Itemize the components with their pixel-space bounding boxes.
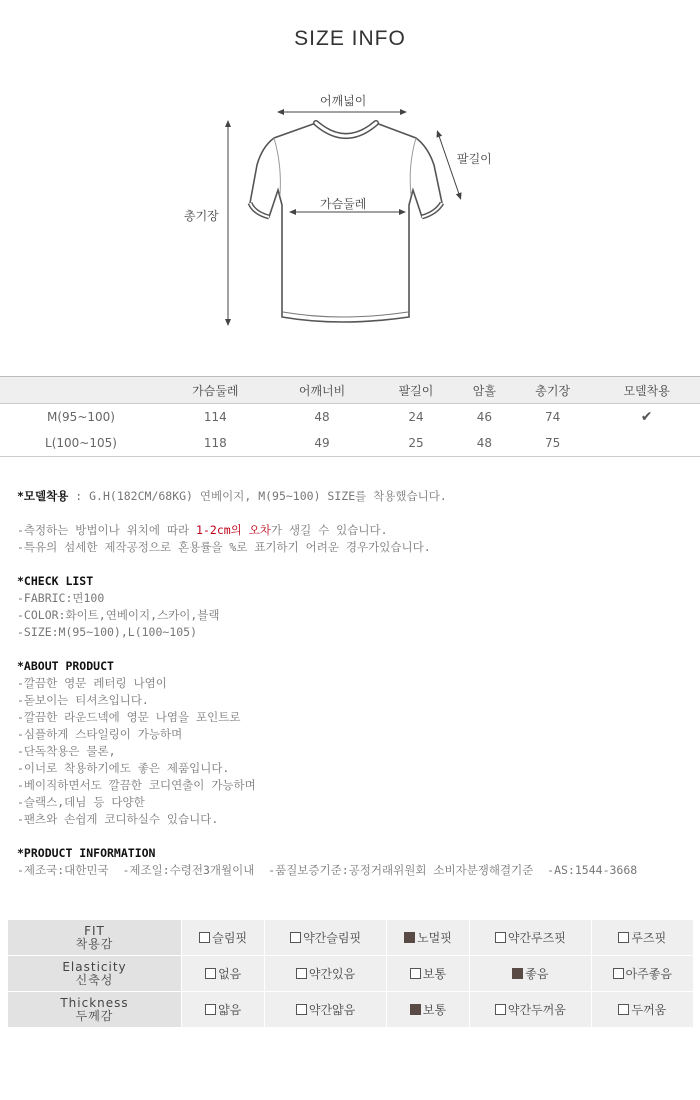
label-ko: 신축성	[75, 972, 114, 987]
product-notes	[17, 488, 687, 879]
list-item: -베이직하면서도 깔끔한 코디연출이 가능하며	[17, 778, 256, 792]
product-info-heading: *PRODUCT INFORMATION	[17, 846, 156, 860]
fit-option-label: 얇음	[218, 1003, 242, 1017]
list-item: -단독착용은 물론,	[17, 744, 116, 758]
checkbox-icon	[205, 968, 216, 979]
table-row	[0, 430, 700, 457]
header-cell: 가슴둘레	[162, 377, 269, 404]
checkbox-icon	[495, 1004, 506, 1015]
checkbox-icon	[495, 932, 506, 943]
fit-row-label	[8, 920, 182, 956]
fit-option-label: 노멀핏	[417, 931, 452, 945]
shoulder-label: 어깨넓이	[320, 94, 367, 108]
fit-row	[8, 992, 694, 1028]
sleeve-label: 팔길이	[457, 152, 492, 166]
checked-box-icon	[512, 968, 523, 979]
about-list	[17, 675, 687, 828]
length-label: 총기장	[184, 209, 219, 223]
list-item: -돋보이는 티셔츠입니다.	[17, 693, 149, 707]
list-item: -SIZE:M(95~100),L(100~105)	[17, 625, 198, 639]
fit-option-label: 두꺼움	[631, 1003, 667, 1017]
chest-cell: 118	[162, 430, 269, 457]
list-item: -COLOR:화이트,연베이지,스카이,블랙	[17, 608, 220, 622]
label-ko: 착용감	[75, 936, 114, 951]
label-en: Elasticity	[62, 959, 127, 974]
header-cell	[0, 377, 162, 404]
fit-option	[182, 920, 265, 956]
size-table-header	[0, 377, 700, 404]
list-item: -깔끔한 라운드넥에 영문 나염을 포인트로	[17, 710, 241, 724]
tshirt-diagram	[170, 85, 510, 335]
list-item: -깔끔한 영문 레터링 나염이	[17, 676, 167, 690]
fit-option	[470, 992, 591, 1028]
size-cell: M(95~100)	[47, 410, 115, 424]
fit-option-label: 약간있음	[308, 967, 356, 981]
model-check-icon: ✔	[640, 409, 653, 425]
chest-label: 가슴둘레	[320, 197, 367, 211]
measure-text-end: 가 생길 수 있습니다.	[270, 523, 388, 537]
check-list-heading: *CHECK LIST	[17, 574, 94, 588]
checkbox-icon	[296, 968, 307, 979]
shoulder-cell: 49	[269, 430, 376, 457]
model-text: : G.H(182CM/68KG) 연베이지, M(95~100) SIZE를 착용했습니다.	[68, 489, 447, 503]
page-title: SIZE INFO	[294, 27, 406, 50]
checkbox-icon	[290, 932, 301, 943]
fit-option-label: 루즈핏	[631, 931, 667, 945]
checkbox-icon	[205, 1004, 216, 1015]
label-ko: 두께감	[75, 1008, 114, 1023]
fit-option-label: 약간슬림핏	[303, 931, 362, 945]
list-item: -슬랙스,데님 등 다양한	[17, 795, 145, 809]
size-table	[0, 376, 700, 457]
length-cell: 75	[512, 430, 593, 457]
fit-row-label	[8, 992, 182, 1028]
checked-box-icon	[410, 1004, 421, 1015]
sleeve-cell: 24	[408, 410, 424, 424]
list-item: -심플하게 스타일링이 가능하며	[17, 727, 183, 741]
armhole-cell: 46	[476, 410, 492, 424]
fit-option	[591, 992, 693, 1028]
fit-option	[591, 920, 693, 956]
fit-option-label: 약간루즈핏	[507, 931, 566, 945]
model-heading: *모델착용	[17, 489, 69, 503]
fit-option-label: 약간두꺼움	[507, 1003, 566, 1017]
fit-option	[470, 956, 591, 992]
fit-option	[386, 920, 469, 956]
tolerance-text: 1-2cm의 오차	[196, 523, 271, 537]
header-cell: 암홀	[457, 377, 513, 404]
fit-option	[182, 956, 265, 992]
header-cell: 총기장	[512, 377, 593, 404]
fit-option	[386, 956, 469, 992]
header-cell: 팔길이	[375, 377, 456, 404]
checkbox-icon	[296, 1004, 307, 1015]
fit-option-label: 보통	[422, 1003, 447, 1017]
fit-option	[591, 956, 693, 992]
fit-option	[265, 992, 386, 1028]
about-product-heading: *ABOUT PRODUCT	[17, 659, 114, 673]
checkbox-icon	[199, 932, 210, 943]
measure-note	[17, 522, 687, 539]
fit-row	[8, 956, 694, 992]
check-list	[17, 590, 687, 641]
fit-table	[7, 919, 694, 1028]
label-en: Thickness	[60, 995, 129, 1010]
shoulder-cell: 48	[314, 410, 330, 424]
fit-option	[386, 992, 469, 1028]
fit-option-label: 슬림핏	[212, 931, 248, 945]
list-item: -팬츠와 손쉽게 코디하실수 있습니다.	[17, 812, 219, 826]
fit-option-label: 좋음	[525, 967, 549, 981]
header-cell: 모델착용	[593, 377, 700, 404]
fit-option-label: 약간얇음	[308, 1003, 356, 1017]
list-item: -FABRIC:면100	[17, 591, 105, 605]
fit-option-label: 아주좋음	[625, 967, 672, 981]
checked-box-icon	[404, 932, 415, 943]
list-item: -이너로 착용하기에도 좋은 제품입니다.	[17, 761, 230, 775]
model-note	[17, 488, 687, 505]
fit-option-label: 없음	[218, 967, 242, 981]
blend-note: -특유의 섬세한 제작공정으로 혼용률을 %로 표기하기 어려운 경우가있습니다.	[17, 540, 431, 554]
sleeve-cell: 25	[375, 430, 456, 457]
measure-text: -측정하는 방법이나 위치에 따라	[17, 523, 197, 537]
fit-option-label: 보통	[422, 967, 447, 981]
label-en: FIT	[84, 923, 105, 938]
table-row	[0, 404, 700, 431]
product-info-text: -제조국:대한민국 -제조일:수령전3개월이내 -품질보증기준:공정거래위원회 소비자분쟁해결기준 -AS:1544-3668	[17, 863, 638, 877]
checkbox-icon	[410, 968, 421, 979]
fit-option	[265, 920, 386, 956]
armhole-cell: 48	[457, 430, 513, 457]
fit-option	[265, 956, 386, 992]
model-cell	[593, 430, 700, 457]
fit-option	[470, 920, 591, 956]
length-cell: 74	[545, 410, 561, 424]
checkbox-icon	[618, 932, 629, 943]
fit-option	[182, 992, 265, 1028]
chest-cell: 114	[203, 410, 227, 424]
checkbox-icon	[618, 1004, 629, 1015]
header-cell: 어깨너비	[269, 377, 376, 404]
size-cell: L(100~105)	[0, 430, 162, 457]
checkbox-icon	[613, 968, 624, 979]
fit-row-label	[8, 956, 182, 992]
fit-row	[8, 920, 694, 956]
